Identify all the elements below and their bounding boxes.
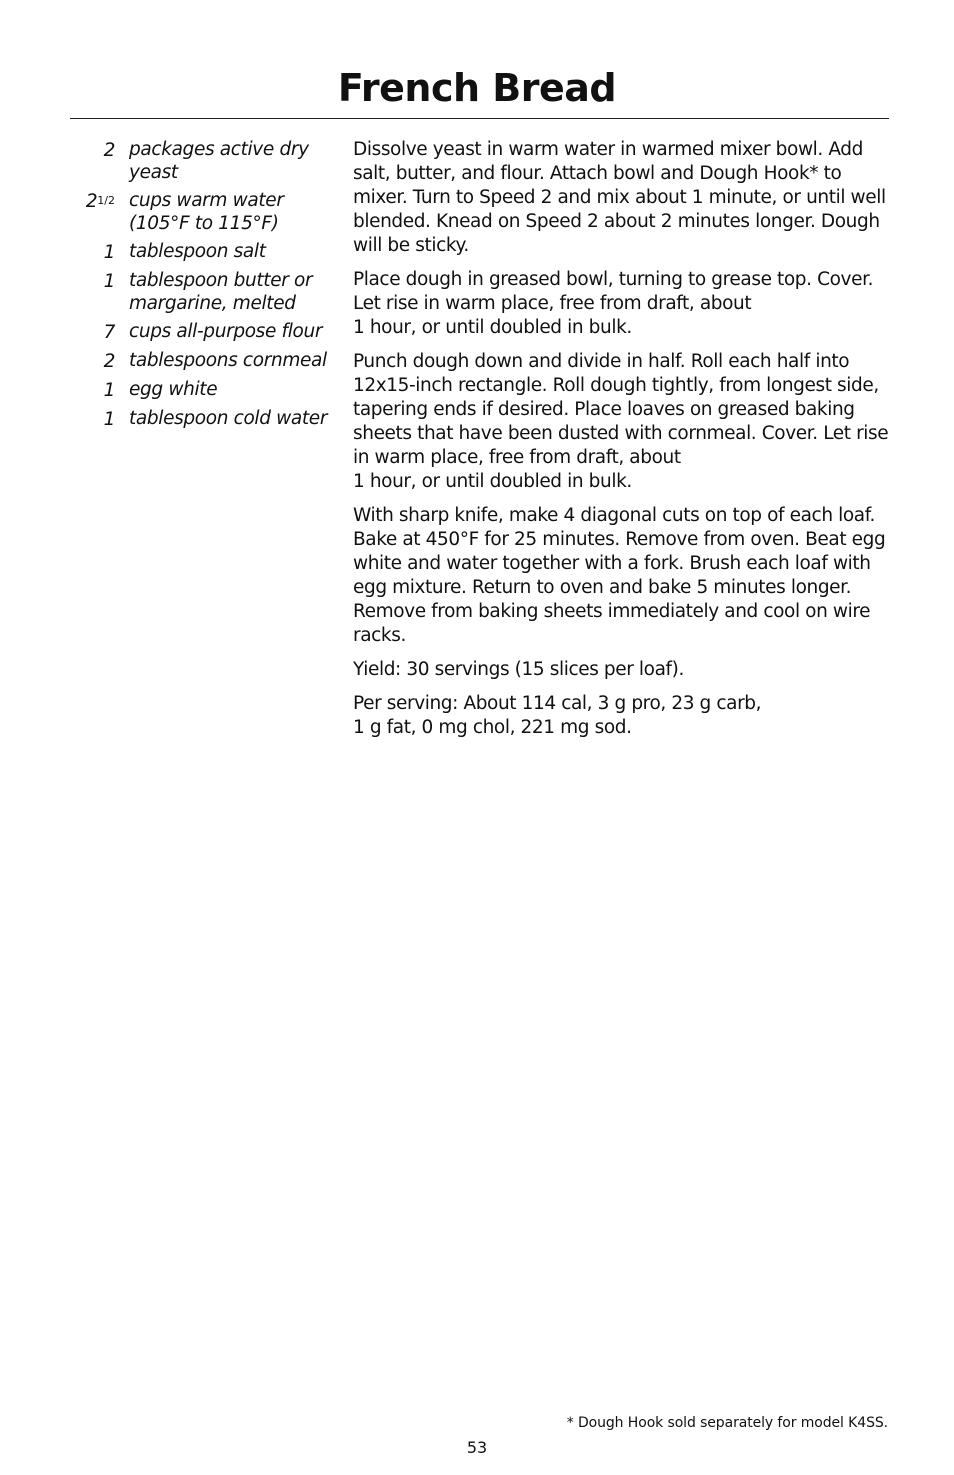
ingredient-quantity: 2 (103, 351, 115, 372)
ingredient-item (80, 349, 332, 373)
ingredient-item (80, 269, 332, 315)
ingredient-quantity: 1 (103, 242, 115, 263)
ingredient-name: egg white (129, 379, 218, 400)
ingredient-name: tablespoon cold water (129, 408, 328, 429)
direction-paragraph: With sharp knife, make 4 diagonal cuts on top of each loaf. Bake at 450°F for 25 minutes. Remove from oven. Beat egg white and water together with a fork. Brush each loaf with egg mixture. Return to oven and bake 5 minutes longer. Remove from baking sheets immediately and cool on wire racks. (353, 505, 886, 646)
direction-paragraph: Punch dough down and divide in half. Roll each half into 12x15-inch rectangle. Roll dough tightly, from longest side, tapering ends if desired. Place loaves on greased baking sheets that have been dusted with cornmeal. Cover. Let rise in warm place, free from draft, about 1 hour, or until doubled in bulk. (353, 351, 889, 492)
yield-text: Yield: 30 servings (15 slices per loaf). (353, 659, 684, 680)
ingredient-item (80, 320, 332, 344)
ingredient-quantity: 21/2 (85, 191, 115, 212)
title-divider (70, 118, 889, 119)
ingredient-item (80, 378, 332, 402)
direction-paragraph: Dissolve yeast in warm water in warmed mixer bowl. Add salt, butter, and flour. Attach bowl and Dough Hook* to mixer. Turn to Speed 2 and mix about 1 minute, or until well blended. Knead on Speed 2 about 2 minutes longer. Dough will be sticky. (353, 139, 886, 256)
ingredient-quantity: 7 (103, 322, 115, 343)
ingredient-quantity: 2 (103, 140, 115, 161)
ingredient-name: cups all-purpose flour (129, 321, 323, 342)
ingredient-item (80, 189, 332, 235)
fraction-glyph: 1/2 (97, 194, 115, 207)
ingredient-name: cups warm water (105°F to 115°F) (129, 190, 284, 234)
ingredient-quantity: 1 (103, 271, 115, 292)
direction-paragraph: Place dough in greased bowl, turning to grease top. Cover. Let rise in warm place, free from draft, about 1 hour, or until doubled in bulk. (353, 269, 874, 338)
ingredient-list (80, 138, 332, 436)
directions (353, 138, 899, 750)
recipe-title: French Bread (337, 66, 617, 110)
ingredient-quantity: 1 (103, 409, 115, 430)
nutrition-text: Per serving: About 114 cal, 3 g pro, 23 g carb, 1 g fat, 0 mg chol, 221 mg sod. (353, 693, 762, 738)
ingredient-name: tablespoon butter or margarine, melted (129, 270, 313, 314)
footnote: * Dough Hook sold separately for model K4SS. (566, 1415, 888, 1431)
ingredient-name: packages active dry yeast (129, 139, 309, 183)
ingredient-name: tablespoons cornmeal (129, 350, 327, 371)
ingredient-item (80, 240, 332, 264)
ingredient-item (80, 407, 332, 431)
page-number: 53 (466, 1438, 488, 1457)
ingredient-quantity: 1 (103, 380, 115, 401)
ingredient-item (80, 138, 332, 184)
ingredient-name: tablespoon salt (129, 241, 266, 262)
